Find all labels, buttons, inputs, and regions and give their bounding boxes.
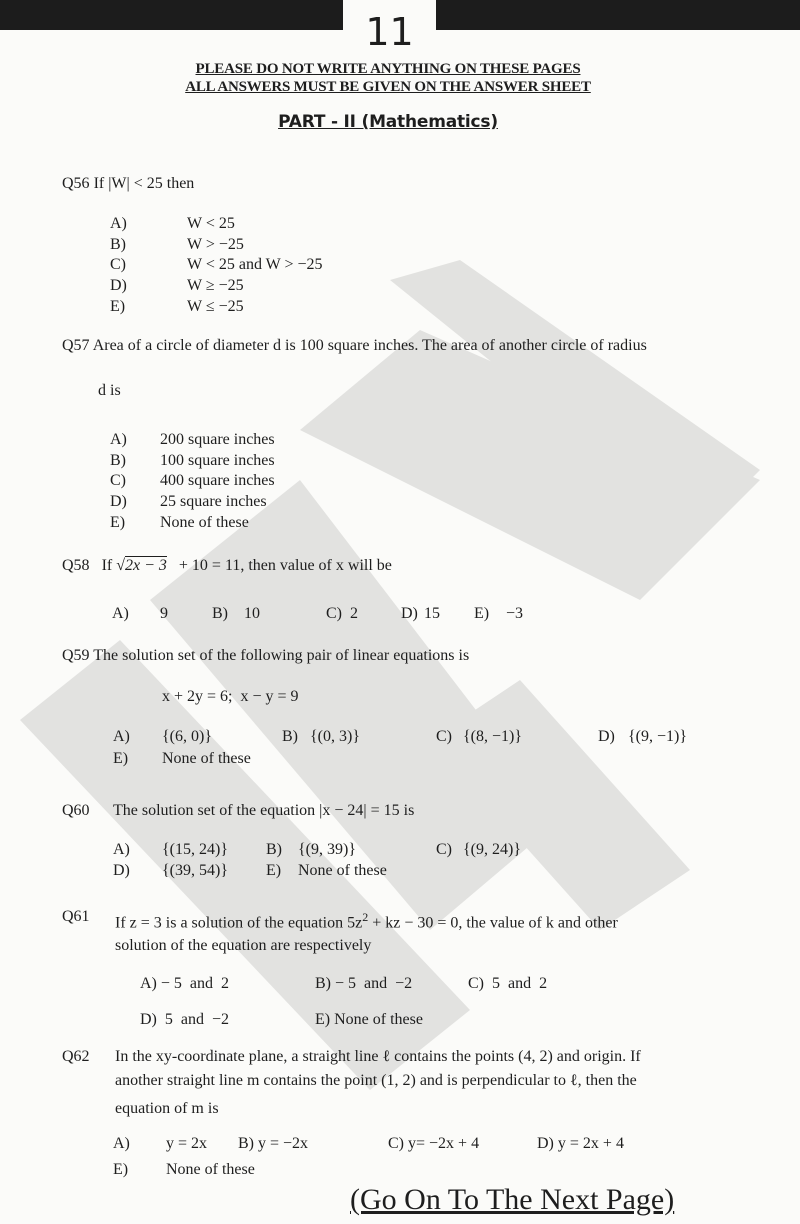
top-bar-left: [0, 0, 343, 30]
option-value: 2: [350, 605, 358, 622]
option-label: C): [436, 841, 452, 858]
question-q56: Q56 If |W| < 25 then: [62, 175, 195, 192]
option-value: W < 25: [187, 215, 235, 232]
option-value: 400 square inches: [160, 472, 275, 489]
option-value: None of these: [162, 750, 251, 767]
option-label: B): [266, 841, 282, 858]
option-label: D): [110, 277, 127, 294]
option-label: B): [212, 605, 228, 622]
option-label: A): [110, 431, 127, 448]
option-label: C): [436, 728, 452, 745]
option: A) − 5 and 2: [140, 975, 230, 992]
option-value: 100 square inches: [160, 452, 275, 469]
option-label: C): [326, 605, 342, 622]
option-value: None of these: [298, 862, 387, 879]
option-value: {(15, 24)}: [162, 841, 229, 858]
option-label: E): [113, 1161, 129, 1178]
option-value: {(9, 24)}: [463, 841, 522, 858]
option-value: y = 2x: [166, 1135, 208, 1152]
option-label: B): [110, 236, 126, 253]
option-value: 200 square inches: [160, 431, 275, 448]
question-q60-number: Q60: [62, 802, 90, 819]
option-label: B): [282, 728, 298, 745]
option-label: A): [113, 728, 130, 745]
option-value: W < 25 and W > −25: [187, 256, 323, 273]
option: C) 5 and 2: [468, 975, 548, 992]
option-label: A): [113, 841, 130, 858]
option-label: E): [266, 862, 282, 879]
page-number: 11: [365, 10, 414, 54]
option-label: B): [110, 452, 126, 469]
option: B) y = −2x: [238, 1135, 309, 1152]
option-label: E): [474, 605, 490, 622]
option: C) y= −2x + 4: [388, 1135, 480, 1152]
option-label: D): [598, 728, 615, 745]
option-value: W ≤ −25: [187, 298, 244, 315]
footer-next-page: (Go On To The Next Page): [350, 1183, 675, 1216]
option-value: W ≥ −25: [187, 277, 244, 294]
question-q61-cont: solution of the equation are respectively: [115, 937, 372, 954]
option: E) None of these: [315, 1011, 423, 1028]
option-label: D): [113, 862, 130, 879]
option-value: None of these: [160, 514, 249, 531]
question-q61-number: Q61: [62, 908, 90, 925]
option-value: {(6, 0)}: [162, 728, 213, 745]
question-q62: In the xy-coordinate plane, a straight line ℓ contains the points (4, 2) and origin. If: [115, 1048, 641, 1065]
question-q57-cont: d is: [98, 382, 121, 399]
option-label: E): [110, 298, 126, 315]
option-value: {(9, −1)}: [628, 728, 688, 745]
option-value: {(39, 54)}: [162, 862, 229, 879]
question-q59: Q59 The solution set of the following pair of linear equations is: [62, 647, 470, 664]
option-value: {(0, 3)}: [310, 728, 361, 745]
instruction-line-2: ALL ANSWERS MUST BE GIVEN ON THE ANSWER SHEET: [185, 79, 591, 95]
question-q61: If z = 3 is a solution of the equation $5z^2$ + kz − 30 = 0, the value of k and other: [115, 910, 618, 932]
option-value: {(8, −1)}: [463, 728, 523, 745]
option-value: {(9, 39)}: [298, 841, 357, 858]
question-q62-number: Q62: [62, 1048, 90, 1065]
option-value: 10: [244, 605, 260, 622]
option-label: A): [110, 215, 127, 232]
option-value: −3: [506, 605, 524, 622]
top-bar-right: [436, 0, 800, 30]
option: D) y = 2x + 4: [537, 1135, 624, 1152]
option-label: D): [401, 605, 418, 622]
option-label: E): [110, 514, 126, 531]
equation: x + 2y = 6; x − y = 9: [162, 688, 299, 705]
question-q62-cont: equation of m is: [115, 1100, 219, 1117]
question-q57: Q57 Area of a circle of diameter d is 100 square inches. The area of another circle of radius: [62, 337, 647, 354]
option-label: A): [112, 605, 129, 622]
option-label: E): [113, 750, 129, 767]
option-value: 25 square inches: [160, 493, 267, 510]
option-label: C): [110, 256, 126, 273]
option-value: 9: [160, 605, 168, 622]
option-value: None of these: [166, 1161, 255, 1178]
instruction-line-1: PLEASE DO NOT WRITE ANYTHING ON THESE PAGES: [195, 61, 581, 77]
question-q62-cont: another straight line m contains the point (1, 2) and is perpendicular to ℓ, then the: [115, 1072, 637, 1089]
option: D) 5 and −2: [140, 1011, 230, 1028]
question-q60: The solution set of the equation |x − 24| = 15 is: [113, 802, 415, 819]
option-value: W > −25: [187, 236, 244, 253]
option-label: D): [110, 493, 127, 510]
option-label: A): [113, 1135, 130, 1152]
option-label: C): [110, 472, 126, 489]
question-q58: Q58 If √2x − 3 + 10 = 11, then value of x will be: [62, 557, 392, 574]
part-title: PART - II (Mathematics): [278, 112, 498, 132]
option: B) − 5 and −2: [315, 975, 413, 992]
option-value: 15: [424, 605, 440, 622]
